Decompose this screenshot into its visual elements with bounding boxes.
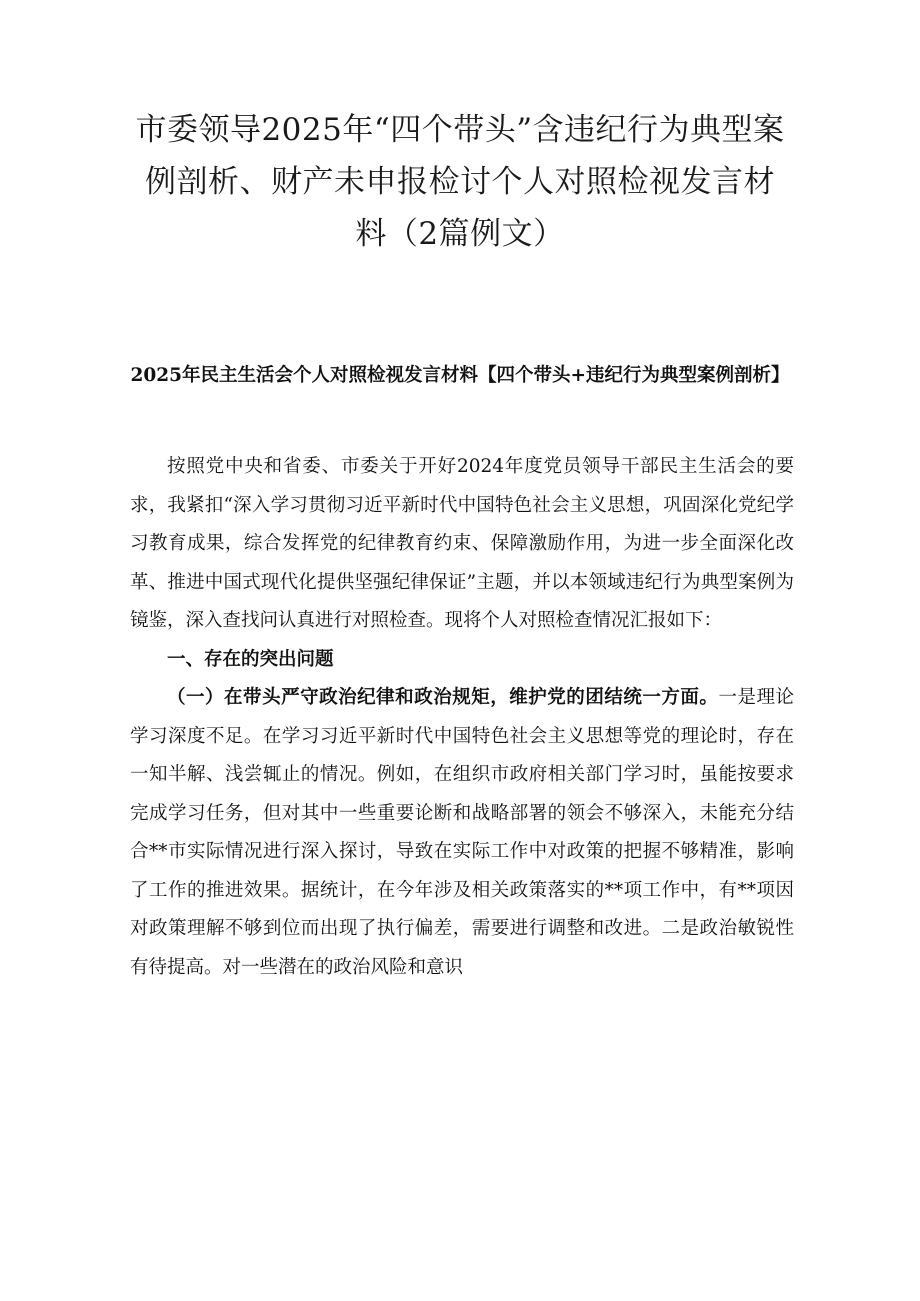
intro-paragraph: 按照党中央和省委、市委关于开好2024年度党员领导干部民主生活会的要求，我紧扣“深入学习贯彻习近平新时代中国特色社会主义思想，巩固深化党纪学习教育成果，综合发挥党的纪律教育约束、保障激励作用，为进一步全面深化改革、推进中国式现代化提供坚强纪律保证”主题，并以本领域违纪行为典型案例为镜鉴，深入查找问认真进行对照检查。现将个人对照检查情况汇报如下： xyxy=(130,456,794,631)
document-body xyxy=(130,448,794,987)
document-main-title: 市委领导2025年“四个带头”含违纪行为典型案例剖析、财产未申报检讨个人对照检视发言材料（2篇例文） xyxy=(135,112,785,252)
problem-paragraph-1 xyxy=(130,679,794,987)
section-title: 2025年民主生活会个人对照检视发言材料【四个带头+违纪行为典型案例剖析】 xyxy=(130,365,790,386)
sub-heading-political-discipline: （一）在带头严守政治纪律和政治规矩，维护党的团结统一方面。 xyxy=(167,687,719,708)
heading-existing-problems: 一、存在的突出问题 xyxy=(167,648,334,670)
paragraph-1-body: 一是理论学习深度不足。在学习习近平新时代中国特色社会主义思想等党的理论时，存在一知半解、浅尝辄止的情况。例如，在组织市政府相关部门学习时，虽能按要求完成学习任务，但对其中一些重要论断和战略部署的领会不够深入，未能充分结合**市实际情况进行深入探讨，导致在实际工作中对政策的把握不够精准，影响了工作的推进效果。据统计，在今年涉及相关政策落实的**项工作中，有**项因对政策理解不够到位而出现了执行偏差，需要进行调整和改进。二是政治敏锐性有待提高。对一些潜在的政治风险和意识 xyxy=(130,687,794,978)
